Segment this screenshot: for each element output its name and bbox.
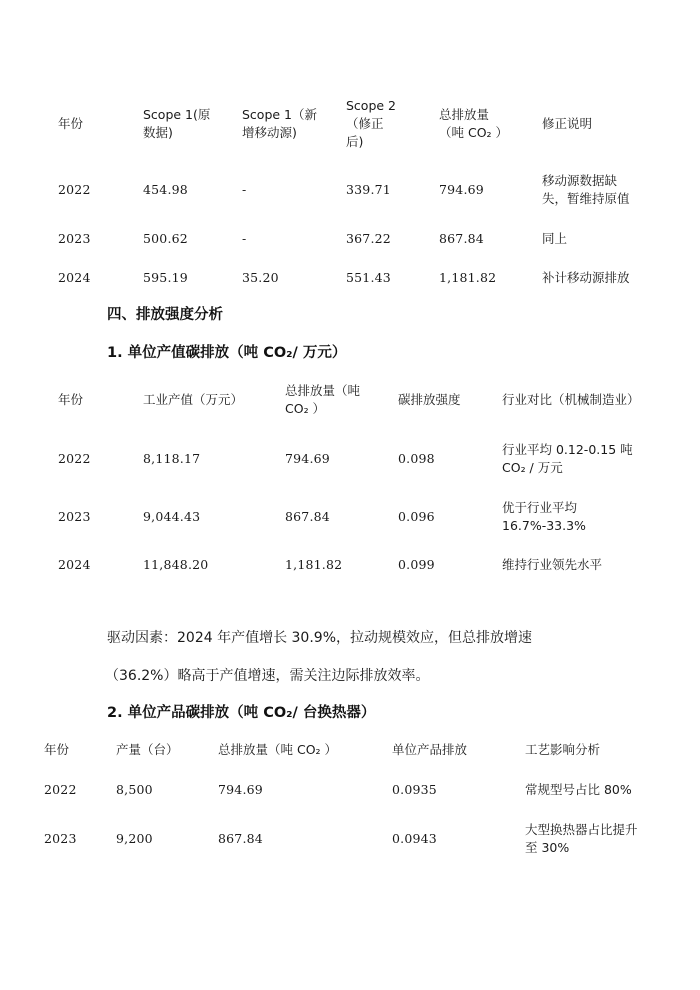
table-cell: 9,044.43 — [143, 509, 201, 524]
table-header-note: 修正说明 — [542, 116, 593, 131]
table-cell: 8,118.17 — [143, 451, 201, 466]
table-header-total: 总排放量（吨 CO₂ ） — [285, 383, 361, 416]
table-cell: - — [242, 182, 247, 197]
table-cell: 移动源数据缺 失，暂维持原值 — [542, 173, 630, 206]
table-cell: 2022 — [58, 182, 91, 197]
table-header-intensity: 碳排放强度 — [398, 392, 461, 407]
table-cell: 794.69 — [218, 782, 263, 797]
table-cell: 优于行业平均 16.7%-33.3% — [502, 500, 586, 533]
subsection-title-output-value: 1. 单位产值碳排放（吨 CO₂/ 万元） — [107, 345, 347, 361]
table-cell: 8,500 — [116, 782, 153, 797]
table-header-year: 年份 — [58, 392, 84, 407]
table-cell: 维持行业领先水平 — [502, 557, 603, 572]
table-cell: 867.84 — [285, 509, 330, 524]
table-header-per-unit: 单位产品排放 — [392, 742, 468, 757]
table-cell: 9,200 — [116, 831, 153, 846]
table-cell: 0.0943 — [392, 831, 437, 846]
table-cell: 2023 — [58, 231, 91, 246]
table-cell: 0.099 — [398, 557, 435, 572]
table-header-industry-comparison: 行业对比（机械制造业） — [502, 392, 640, 407]
table-cell: 867.84 — [218, 831, 263, 846]
table-header-scope1-original: Scope 1(原 数据) — [143, 107, 211, 140]
table-header-scope1-mobile: Scope 1（新 增移动源) — [242, 107, 318, 140]
table-header-total: 总排放量（吨 CO₂ ） — [218, 742, 338, 757]
table-cell: 0.0935 — [392, 782, 437, 797]
section-title: 四、排放强度分析 — [107, 307, 223, 323]
subsection-title-per-product: 2. 单位产品碳排放（吨 CO₂/ 台换热器） — [107, 705, 376, 721]
table-cell: 500.62 — [143, 231, 188, 246]
driver-paragraph-line2: （36.2%）略高于产值增速，需关注边际排放效率。 — [105, 668, 430, 684]
table-cell: 0.098 — [398, 451, 435, 466]
table-header-output-units: 产量（台） — [116, 742, 179, 757]
table-cell: 2024 — [58, 557, 91, 572]
table-header-total: 总排放量 （吨 CO₂ ） — [439, 107, 509, 140]
table-cell: 补计移动源排放 — [542, 270, 630, 285]
table-cell: 794.69 — [439, 182, 484, 197]
table-cell: 867.84 — [439, 231, 484, 246]
table-cell: 454.98 — [143, 182, 188, 197]
table-cell: 0.096 — [398, 509, 435, 524]
table-header-industrial-output: 工业产值（万元） — [143, 392, 244, 407]
table-cell: 行业平均 0.12-0.15 吨 CO₂ / 万元 — [502, 442, 633, 475]
table-header-year: 年份 — [44, 742, 70, 757]
table-cell: - — [242, 231, 247, 246]
table-cell: 339.71 — [346, 182, 391, 197]
table-cell: 2024 — [58, 270, 91, 285]
table-cell: 2023 — [44, 831, 77, 846]
table-cell: 同上 — [542, 231, 568, 246]
table-cell: 1,181.82 — [439, 270, 497, 285]
table-cell: 794.69 — [285, 451, 330, 466]
table-cell: 367.22 — [346, 231, 391, 246]
table-header-process-analysis: 工艺影响分析 — [525, 742, 601, 757]
table-cell: 1,181.82 — [285, 557, 343, 572]
table-cell: 11,848.20 — [143, 557, 209, 572]
table-cell: 35.20 — [242, 270, 279, 285]
table-header-scope2: Scope 2 （修正 后) — [346, 98, 397, 149]
table-cell: 大型换热器占比提升 至 30% — [525, 822, 638, 855]
table-cell: 常规型号占比 80% — [525, 782, 632, 797]
table-cell: 551.43 — [346, 270, 391, 285]
driver-paragraph-line1: 驱动因素：2024 年产值增长 30.9%，拉动规模效应，但总排放增速 — [107, 630, 533, 646]
table-header-year: 年份 — [58, 116, 84, 131]
table-cell: 2023 — [58, 509, 91, 524]
table-cell: 595.19 — [143, 270, 188, 285]
table-cell: 2022 — [58, 451, 91, 466]
table-cell: 2022 — [44, 782, 77, 797]
